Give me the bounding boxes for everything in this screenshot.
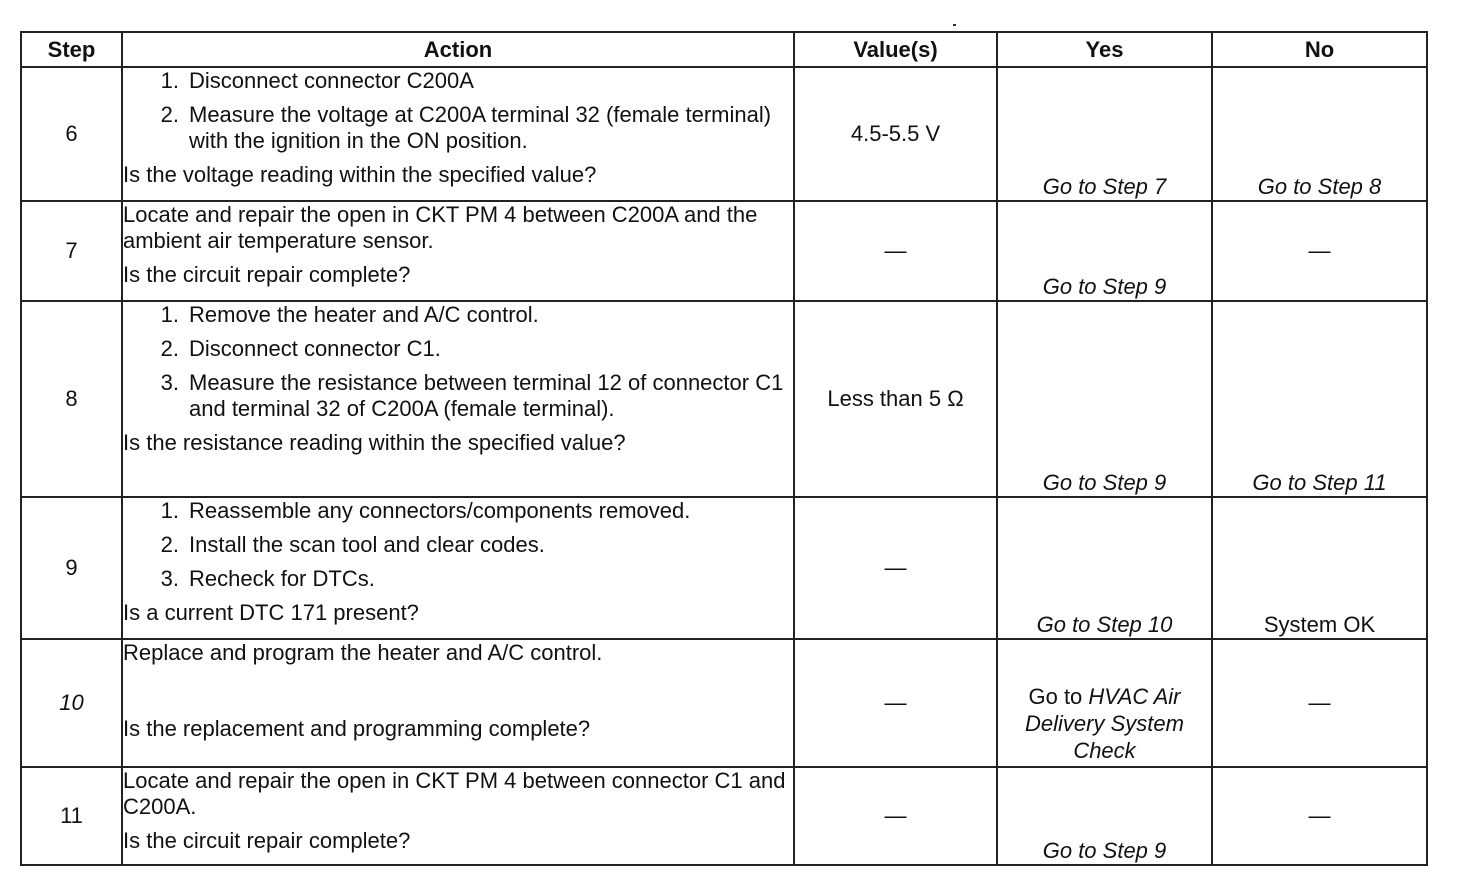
yes-link[interactable]: Go to Step 9: [997, 201, 1212, 301]
list-item: 3. Recheck for DTCs.: [160, 566, 375, 591]
action-cell: [122, 201, 794, 301]
header-yes: Yes: [997, 32, 1212, 67]
value-cell: —: [794, 201, 997, 301]
step-number: 7: [21, 201, 122, 301]
step-number: 8: [21, 301, 122, 497]
list-item: 2. Measure the voltage at C200A terminal 32 (female terminal) with the ignition in the ON position.: [123, 102, 793, 154]
table-row: [21, 767, 1427, 865]
list-item: 3. Measure the resistance between terminal 12 of connector C1 and terminal 32 of C200A (female terminal).: [123, 370, 793, 422]
yes-link[interactable]: Go to Step 7: [997, 67, 1212, 201]
action-text: Replace and program the heater and A/C control.: [123, 640, 603, 665]
action-question: Is the circuit repair complete?: [123, 262, 411, 287]
list-item: 1. Reassemble any connectors/components removed.: [160, 498, 691, 523]
header-action: Action: [122, 32, 794, 67]
table-row: [21, 67, 1427, 201]
table-row: [21, 201, 1427, 301]
action-list: [123, 68, 793, 154]
no-result: System OK: [1212, 497, 1427, 639]
yes-link[interactable]: Go to Step 9: [997, 301, 1212, 497]
action-question: Is the resistance reading within the specified value?: [123, 430, 626, 455]
action-list: [123, 302, 793, 422]
value-cell: —: [794, 639, 997, 767]
yes-link[interactable]: Go to Step 10: [997, 497, 1212, 639]
action-question: Is a current DTC 171 present?: [123, 600, 419, 625]
value-cell: —: [794, 497, 997, 639]
list-item: 1. Disconnect connector C200A: [160, 68, 474, 93]
action-item-text: Reassemble any connectors/components removed.: [189, 498, 691, 523]
action-cell: [122, 67, 794, 201]
action-item-text: Measure the voltage at C200A terminal 32 (female terminal) with the ignition in the ON position.: [189, 102, 772, 153]
hvac-check-link[interactable]: HVAC Air Delivery System Check: [1025, 684, 1184, 763]
step-number: 9: [21, 497, 122, 639]
header-step: Step: [21, 32, 122, 67]
action-text: Locate and repair the open in CKT PM 4 between connector C1 and C200A.: [123, 768, 786, 819]
action-cell: [122, 301, 794, 497]
action-cell: [122, 639, 794, 767]
table-row: [21, 639, 1427, 767]
value-cell: 4.5-5.5 V: [794, 67, 997, 201]
action-question: Is the circuit repair complete?: [123, 828, 411, 853]
list-item: 2. Disconnect connector C1.: [160, 336, 441, 361]
no-link[interactable]: Go to Step 11: [1212, 301, 1427, 497]
action-item-text: Remove the heater and A/C control.: [189, 302, 539, 327]
value-cell: Less than 5 Ω: [794, 301, 997, 497]
action-item-text: Recheck for DTCs.: [189, 566, 375, 591]
action-cell: [122, 767, 794, 865]
table-header-row: [21, 32, 1427, 67]
table-row: [21, 301, 1427, 497]
action-item-text: Install the scan tool and clear codes.: [189, 532, 545, 557]
action-cell: [122, 497, 794, 639]
no-link[interactable]: Go to Step 8: [1212, 67, 1427, 201]
action-item-text: Disconnect connector C200A: [189, 68, 474, 93]
action-item-text: Disconnect connector C1.: [189, 336, 441, 361]
yes-prefix: Go to: [1028, 684, 1089, 709]
value-cell: —: [794, 767, 997, 865]
header-values: Value(s): [794, 32, 997, 67]
header-no: No: [1212, 32, 1427, 67]
no-value: —: [1212, 767, 1427, 865]
step-number: 11: [21, 767, 122, 865]
action-list: [123, 498, 793, 592]
yes-link[interactable]: [997, 639, 1212, 767]
list-item: 2. Install the scan tool and clear codes.: [160, 532, 545, 557]
table-row: [21, 497, 1427, 639]
action-text: Locate and repair the open in CKT PM 4 between C200A and the ambient air temperature sensor.: [123, 202, 758, 253]
no-value: —: [1212, 639, 1427, 767]
yes-link[interactable]: Go to Step 9: [997, 767, 1212, 865]
stray-mark: [953, 24, 956, 26]
action-question: Is the voltage reading within the specified value?: [123, 162, 597, 187]
diagnostic-table: [20, 31, 1428, 866]
action-question: Is the replacement and programming complete?: [123, 716, 591, 741]
list-item: 1. Remove the heater and A/C control.: [160, 302, 539, 327]
step-number: 6: [21, 67, 122, 201]
no-value: —: [1212, 201, 1427, 301]
action-item-text: Measure the resistance between terminal 12 of connector C1 and terminal 32 of C200A (female terminal).: [189, 370, 784, 421]
step-number: 10: [21, 639, 122, 767]
